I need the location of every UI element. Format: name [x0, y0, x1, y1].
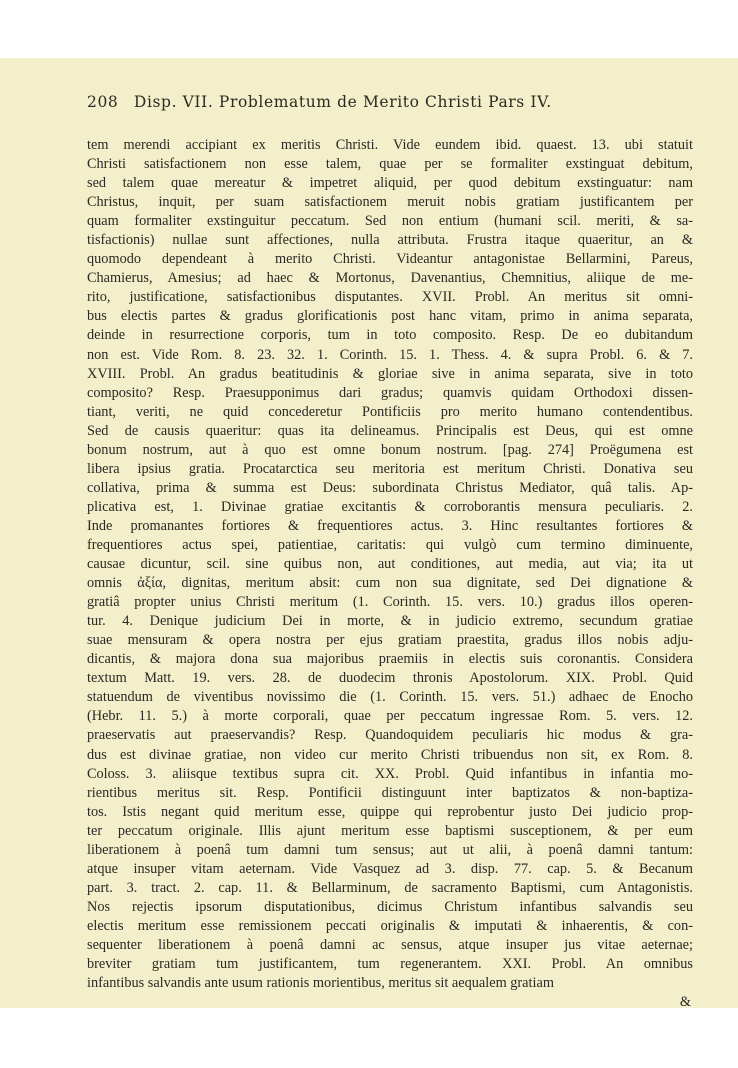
text-line: dicantis, & majora dona sua majoribus praemiis in electis suis coronantis. Considera: [87, 651, 693, 668]
book-page: [0, 58, 738, 1011]
running-header: [87, 93, 677, 119]
text-line: tisfactionis) nullae sunt affectiones, nulla attributa. Frustra itaque quaeritur, an &: [87, 232, 693, 249]
text-line: dus est divinae gratiae, non video cur merito Christi tribuendus non sit, ex Rom. 8.: [87, 746, 693, 763]
text-line: Inde promanantes fortiores & frequentiores actus. 3. Hinc resultantes fortiores &: [87, 517, 693, 534]
text-line: bus electis partes & gradus glorificationis post hanc vitam, primo in anima separata,: [87, 308, 693, 325]
text-line: infantibus salvandis ante usum rationis morientibus, meritus sit aequalem gratiam: [87, 975, 554, 992]
text-line: textum Matt. 19. vers. 28. de duodecim thronis Apostolorum. XIX. Probl. Quid: [87, 670, 693, 687]
text-line: part. 3. tract. 2. cap. 11. & Bellarminum, de sacramento Baptismi, cum Antagonistis.: [87, 879, 693, 896]
text-line: tiant, veriti, ne quid concederetur Pontificiis pro merito humano contendentibus.: [87, 403, 693, 420]
text-line: liberationem à poenâ tum damni tum sensus; aut ut alii, à poenâ damni tantum:: [87, 841, 693, 858]
text-line: praeservatis aut praeservandis? Resp. Quandoquidem peculiaris hic modus & gra-: [87, 727, 693, 744]
page-number: 208: [87, 93, 119, 111]
text-line: bonum nostrum, aut à quo est omne bonum nostrum. [pag. 274] Proëgumena est: [87, 441, 693, 458]
text-line: ter peccatum originale. Illis ajunt meritum esse baptismi susceptionem, & per eum: [87, 822, 693, 839]
text-line: libera ipsius gratia. Procatarctica seu meritoria est meritum Christi. Donativa seu: [87, 460, 693, 477]
text-line: statuendum de viventibus novissimo die (1. Corinth. 15. vers. 51.) adhaec de Enocho: [87, 689, 693, 706]
text-line: non est. Vide Rom. 8. 23. 32. 1. Corinth. 15. 1. Thess. 4. & supra Probl. 6. & 7.: [87, 346, 693, 363]
text-line: Nos rejectis ipsorum disputationibus, dicimus Christum infantibus salvandis seu: [87, 898, 693, 915]
text-line: Christi satisfactionem non esse talem, quae per se formaliter exstinguat debitum,: [87, 156, 693, 173]
text-line: omnis ἀξία, dignitas, meritum absit: cum non sua dignitate, sed Dei dignatione &: [87, 575, 693, 592]
text-line: Christus, inquit, per suam satisfactionem meruit nobis gratiam justificantem per: [87, 194, 693, 211]
text-line: rientibus meritus sit. Resp. Pontificii distinguunt inter baptizatos & non-baptiza-: [87, 784, 693, 801]
text-line: electis meritum esse remissionem peccati originalis & imputati & inhaerentis, & con-: [87, 917, 693, 934]
text-line: tur. 4. Denique judicium Dei in morte, & in judicio extremo, secundum gratiae: [87, 613, 693, 630]
text-line: tem merendi accipiant ex meritis Christi. Vide eundem ibid. quaest. 13. ubi statuit: [87, 137, 693, 153]
text-line: plicativa est, 1. Divinae gratiae excitantis & corroborantis mensura peculiaris. 2.: [87, 498, 693, 515]
text-line: Sed de causis quaeritur: quas ita delineamus. Principalis est Deus, qui est omne: [87, 422, 693, 439]
running-title: Disp. VII. Problematum de Merito Christi Pars IV.: [133, 93, 552, 111]
text-line: Coloss. 3. aliisque textibus supra cit. XX. Probl. Quid infantibus in infantia mo-: [87, 765, 693, 782]
text-line: gratiâ propter unius Christi meritum (1. Corinth. 15. vers. 10.) gradus illos operen-: [87, 594, 693, 611]
text-line: quam formaliter exstinguitur peccatum. Sed non entium (humani scil. meriti, & sa-: [87, 213, 693, 230]
text-line: quomodo dependeant à merito Christi. Videantur antagonistae Bellarmini, Pareus,: [87, 251, 693, 268]
text-line: suae mensuram & opera nostra per ejus gratiam praestita, gradus illos nobis adju-: [87, 632, 693, 649]
text-line: rito, justificatione, satisfactionibus disputantes. XVII. Probl. An meritus sit omni-: [87, 289, 693, 306]
text-line: breviter gratiam tum justificantem, tum regenerantem. XXI. Probl. An omnibus: [87, 956, 693, 973]
text-line: collativa, prima & summa est Deus: subordinata Christus Mediator, quâ talis. Ap-: [87, 479, 693, 496]
text-line: causae dicuntur, scil. sine quibus non, aut conditiones, aut media, aut via; ita ut: [87, 556, 693, 573]
text-line: Chamierus, Amesius; ad haec & Mortonus, Davenantius, Chemnitius, aliique de me-: [87, 270, 693, 287]
text-line: (Hebr. 11. 5.) à morte corporali, quae per peccatum ingressae Rom. 5. vers. 12.: [87, 708, 693, 725]
text-line: XVIII. Probl. An gradus beatitudinis & gloriae sive in anima separata, sive in toto: [87, 365, 693, 382]
text-line: sed talem quae mereatur & impetret aliquid, per quod debitum exstinguatur: nam: [87, 175, 693, 192]
text-line: sequenter liberationem à poenâ damni ac sensus, atque insuper jus vitae aeternae;: [87, 936, 693, 953]
body-text: [87, 136, 693, 1012]
text-line: deinde in resurrectione corporis, tum in toto composito. Resp. De eo dubitandum: [87, 327, 693, 344]
text-line: tos. Istis negant quid meritum esse, quippe qui reprobentur justo Dei judicio prop-: [87, 803, 693, 820]
text-line: composito? Resp. Praesupponimus dari gradus; quamvis quidam Orthodoxi dissen-: [87, 384, 693, 401]
text-line: atque insuper vitam aeternam. Vide Vasquez ad 3. disp. 77. cap. 5. & Becanum: [87, 860, 693, 877]
text-line: frequentiores actus spei, patientiae, caritatis: qui vulgò cum termino diminuente,: [87, 536, 693, 553]
catchword: &: [679, 994, 691, 1011]
